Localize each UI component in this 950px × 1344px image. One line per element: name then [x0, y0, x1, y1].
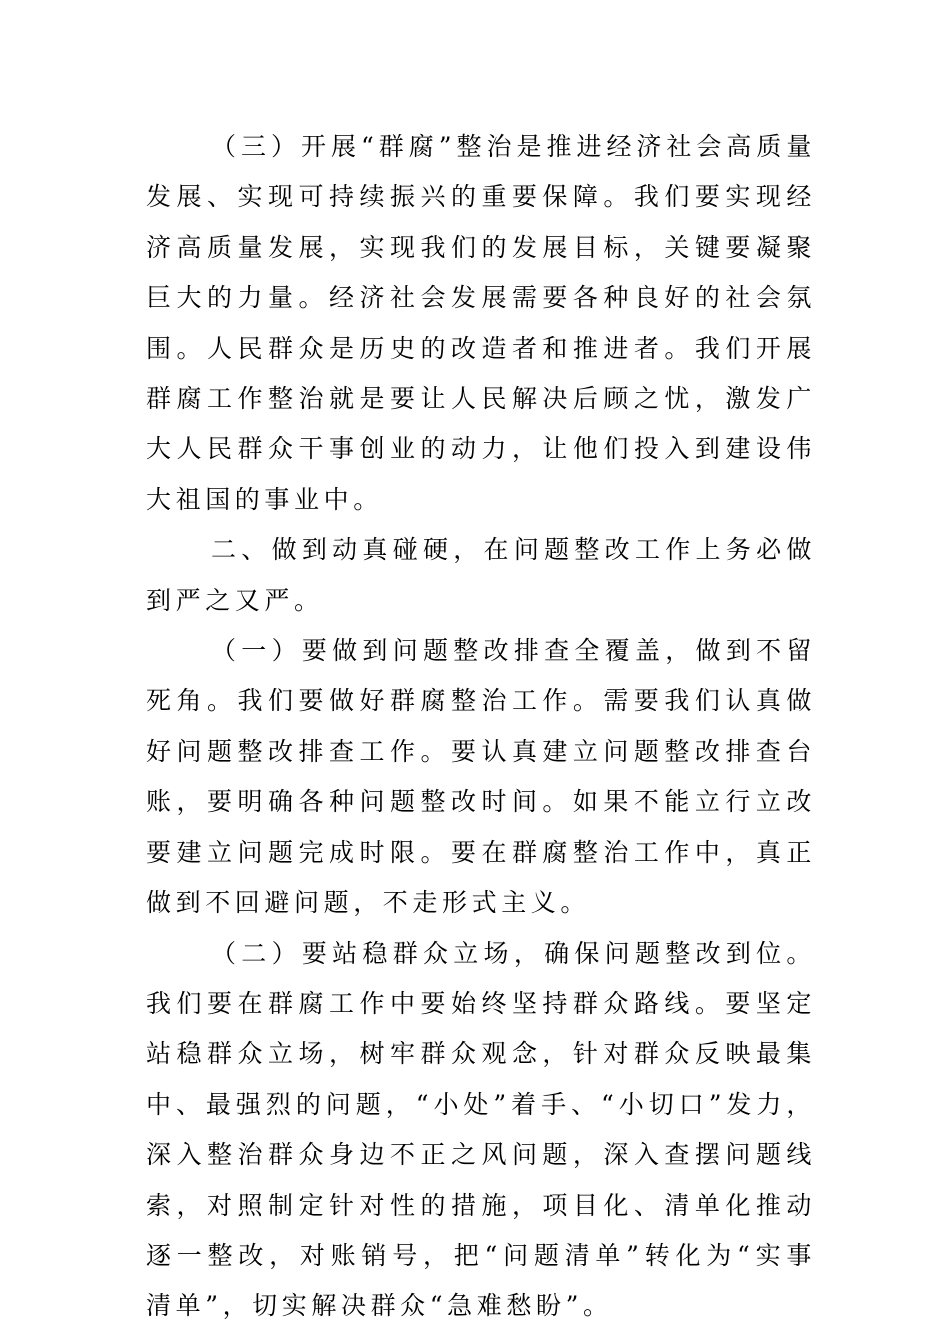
document-body — [146, 122, 816, 1332]
paragraph-item-one: （一）要做到问题整改排查全覆盖，做到不留死角。我们要做好群腐整治工作。需要我们认真做好问题整改排查工作。要认真建立问题整改排查台账，要明确各种问题整改时间。如果不能立行立改要建立问题完成时限。要在群腐整治工作中，真正做到不回避问题，不走形式主义。 — [146, 636, 816, 918]
paragraph-section-three: （三）开展“群腐”整治是推进经济社会高质量发展、实现可持续振兴的重要保障。我们要实现经济高质量发展，实现我们的发展目标，关键要凝聚巨大的力量。经济社会发展需要各种良好的社会氛围。人民群众是历史的改造者和推进者。我们开展群腐工作整治就是要让人民解决后顾之忧，激发广大人民群众干事创业的动力，让他们投入到建设伟大祖国的事业中。 — [146, 132, 816, 514]
paragraph-heading-two: 二、做到动真碰硬，在问题整改工作上务必做到严之又严。 — [146, 535, 816, 615]
paragraph-item-two: （二）要站稳群众立场，确保问题整改到位。我们要在群腐工作中要始终坚持群众路线。要坚定站稳群众立场，树牢群众观念，针对群众反映最集中、最强烈的问题，“小处”着手、“小切口”发力，深入整治群众身边不正之风问题，深入查摆问题线索，对照制定针对性的措施，项目化、清单化推动逐一整改，对账销号，把“问题清单”转化为“实事清单”，切实解决群众“急难愁盼”。 — [146, 938, 816, 1321]
